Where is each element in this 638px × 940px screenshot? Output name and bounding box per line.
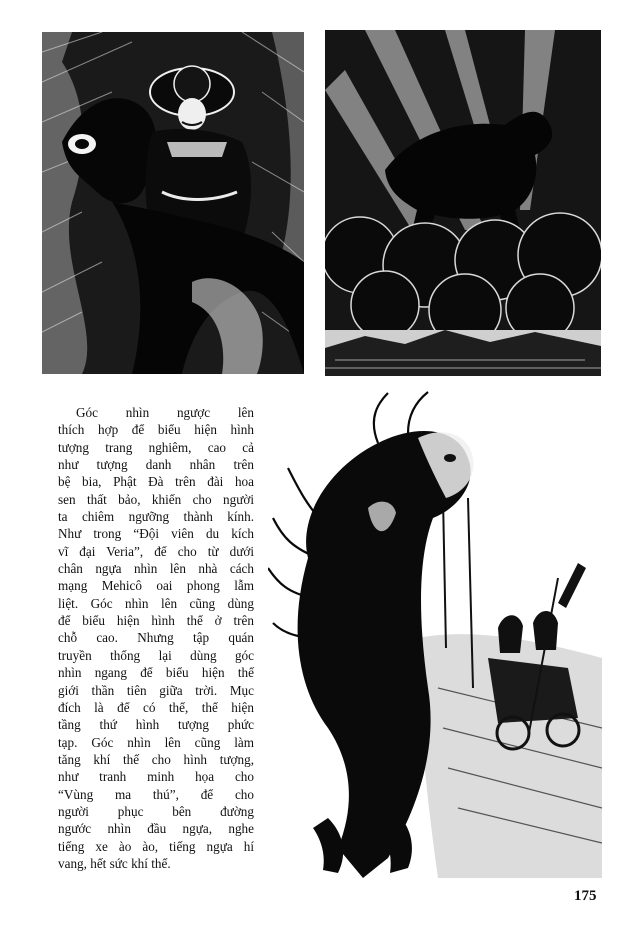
rider-drawing [42, 32, 304, 374]
body-line: thích hợp để biểu hiện hình [58, 422, 254, 438]
body-line: tượng trang nghiêm, cao cả [58, 439, 254, 455]
rearing-horse-drawing [268, 388, 602, 878]
body-line: nhìn ngang để biểu hiện thế [58, 665, 254, 681]
body-line: tiếng xe ào ào, tiếng ngựa hí [58, 838, 254, 854]
body-line: vĩ đại Veria”, để cho từ dưới [58, 543, 254, 559]
body-line: bệ bia, Phật Đà trên đài hoa [58, 474, 254, 490]
body-line: vang, hết sức khí thế. [58, 855, 171, 871]
body-line: để biểu hiện hình thể ở trên [58, 613, 254, 629]
body-line: tăng khí thế cho hình tượng, [58, 751, 254, 767]
body-line: mạng Mehicô oai phong lẫm [58, 578, 254, 594]
body-line: giới thần tiên giữa trời. Mục [58, 682, 254, 698]
body-line: truyền thống lại dùng góc [58, 647, 254, 663]
body-line: tầng thứ hình tượng phức [58, 717, 254, 733]
page-number: 175 [574, 888, 597, 904]
body-line: sen thất bảo, khiến cho người [58, 491, 254, 507]
body-line: Góc nhìn ngược lên [76, 405, 254, 420]
body-line: chỗ cao. Nhưng tập quán [58, 630, 254, 646]
body-line: chân ngựa nhìn lên nhà cách [58, 561, 254, 577]
illustration-rearing-horse [268, 388, 602, 878]
body-line: ta chiêm ngưỡng thành kính. [58, 509, 254, 525]
body-line: như tranh minh họa cho [58, 769, 254, 785]
body-line: tạp. Góc nhìn lên cũng làm [58, 734, 254, 750]
body-line: “Vùng ma thú”, để cho [58, 786, 254, 802]
storm-horse-drawing [325, 30, 601, 376]
body-line: liệt. Góc nhìn lên cũng dùng [58, 595, 254, 611]
body-line: đích là để có thể, thể hiện [58, 699, 254, 715]
illustration-rider [42, 32, 304, 374]
body-line: ngước nhìn đầu ngựa, nghe [58, 821, 254, 837]
body-line: người phục bên đường [58, 803, 254, 819]
body-line: như tượng danh nhân trên [58, 457, 254, 473]
illustration-storm-horse [325, 30, 601, 376]
body-paragraph [58, 404, 254, 872]
body-line: Như trong “Đội viên du kích [58, 526, 254, 542]
